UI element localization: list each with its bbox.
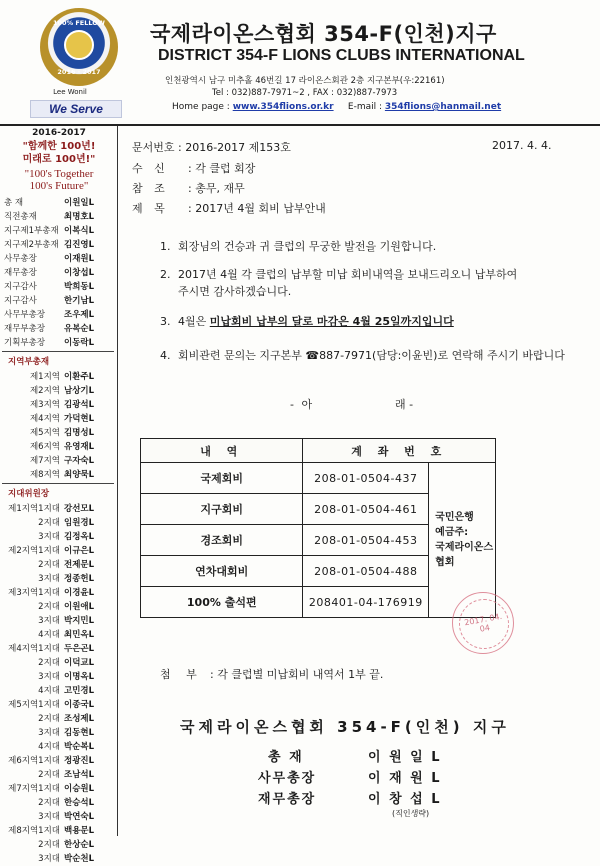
officer-name: 김동현L [64,728,95,738]
sidebar-officer-row [2,712,118,726]
below-marker-left: - 아 [290,398,315,411]
row-item: 연차대회비 [141,556,303,587]
subject-label: 제 목 [132,202,169,215]
officer-name: 박희동L [64,282,95,292]
officer-role: 제4지역 [29,414,60,424]
sidebar-section-heading: 지대위원장 [8,489,50,499]
officer-role: 제5지역1지대 [8,700,60,710]
table-header-row [141,439,496,463]
officer-name: 이경윤L [64,588,95,598]
sidebar-officer-row [2,280,118,294]
sidebar-officer-row [2,370,118,384]
email-label: E-mail : [347,102,383,112]
officer-role: 2지대 [38,560,60,570]
item-text: 회장님의 건승과 귀 클럽의 무궁한 발전을 기원합니다. [178,240,437,253]
officer-name: 유복순L [64,324,95,334]
title-english: DISTRICT 354-F LIONS CLUBS INTERNATIONAL [158,47,525,64]
slogan-korean [0,140,118,166]
sidebar-officer-row [2,412,118,426]
officer-name: 이덕교L [64,658,95,668]
signature-role: 총 재 [268,750,304,765]
officer-role: 제8지역 [29,470,60,480]
officer-role: 2지대 [38,602,60,612]
recipient [132,160,255,176]
officer-name: 이창섭L [64,268,95,278]
slogan-korean-line2: 미래로 100년!" [22,154,96,165]
signature-treasurer [258,788,442,807]
list-item [160,313,454,330]
sidebar-officer-row [2,196,118,210]
sidebar-officer-row [2,516,118,530]
lions-logo [40,8,118,86]
reference-label: 참 조 [132,182,169,195]
signature-role: 재무총장 [258,792,317,807]
officer-name: 이승원L [64,784,95,794]
account-table [140,438,496,618]
row-item: 국제회비 [141,463,303,494]
officer-role: 제8지역1지대 [8,826,60,836]
signature-secretary [258,767,442,786]
officer-role: 2지대 [38,714,60,724]
officer-name: 최민옥L [64,630,95,640]
officer-role: 지구제1부총재 [4,226,59,236]
item-number: 1. [160,240,171,253]
officer-role: 제6지역 [29,442,60,452]
row-item: 100% 출석편 [141,587,303,618]
officer-name: 임원경L [64,518,95,528]
officer-name: 조성제L [64,714,95,724]
sidebar-officer-row [2,502,118,516]
officer-role: 3지대 [38,728,60,738]
officer-sidebar [0,126,118,864]
doc-number [132,139,291,155]
officer-name: 이명옥L [64,672,95,682]
we-serve-banner: We Serve [30,100,122,118]
officer-role: 2지대 [38,840,60,850]
officer-role: 사무부총장 [4,310,46,320]
sidebar-officer-row [2,252,118,266]
sidebar-officer-row [2,726,118,740]
sidebar-officer-row [2,238,118,252]
officer-name: 이동락L [64,338,95,348]
sidebar-officer-row [2,810,118,824]
signature-name: 이 원 일 L [368,750,442,765]
officer-role: 3지대 [38,672,60,682]
officer-role: 제3지역 [29,400,60,410]
officer-role: 3지대 [38,854,60,864]
holder-name: 국제라이온스협회 [435,542,494,568]
subject [132,200,326,216]
item-number: 4. [160,349,171,362]
doc-number-label: 문서번호 [132,141,175,154]
officer-name: 김광석L [64,400,95,410]
attachment-value: : 각 클럽별 미납회비 내역서 1부 끝. [210,668,384,681]
sidebar-officer-row [2,614,118,628]
recipient-value: : 각 클럽 회장 [188,162,256,175]
sidebar-officer-row [2,384,118,398]
officer-role: 총 재 [4,198,24,208]
address: 인천광역시 남구 미추홀 46번길 17 라이온스회관 2층 지구본부(우:22161) [165,76,445,86]
slogan-korean-line1: "함께한 100년! [22,141,96,152]
seal-omitted-note: (직인생략) [392,809,430,818]
item-text: 2017년 4월 각 클럽의 납부할 미납 회비내역을 보내드리오니 납부하여 [178,268,518,281]
sidebar-officer-row [2,796,118,810]
homepage-label: Home page : [172,102,230,112]
officer-name: 박지민L [64,616,95,626]
item-text: 회비관련 문의는 지구본부 ☎887-7971(담당:이윤빈)로 연락해 주시기 바랍니다 [178,349,565,362]
signature-role: 사무총장 [258,771,317,786]
row-account: 208-01-0504-461 [303,494,429,525]
homepage-link[interactable]: www.354flions.or.kr [232,102,334,112]
officer-name: 가덕현L [64,414,95,424]
sidebar-officer-row [2,824,118,838]
sidebar-officer-row [2,266,118,280]
sidebar-divider [2,483,114,484]
holder-label: 예금주: [435,527,469,538]
row-account: 208-01-0504-437 [303,463,429,494]
officer-role: 지구감사 [4,296,37,306]
sidebar-officer-row [2,782,118,796]
officer-name: 유영재L [64,442,95,452]
sidebar-officer-row [2,768,118,782]
footer-title: 국제라이온스협회 354-F(인천) 지구 [180,718,510,736]
officer-name: 강선모L [64,504,95,514]
officer-name: 최양묵L [64,470,95,480]
sidebar-officer-row [2,558,118,572]
officer-name: 김정옥L [64,532,95,542]
subject-value: : 2017년 4월 회비 납부안내 [188,202,326,215]
row-account: 208401-04-176919 [303,587,429,618]
sidebar-officer-row [2,308,118,322]
reference-value: : 총무, 재무 [188,182,245,195]
item-number: 3. [160,315,171,328]
officer-role: 3지대 [38,532,60,542]
officer-name: 이종국L [64,700,95,710]
item-text: 4월은 [178,315,210,328]
officer-name: 남상기L [64,386,95,396]
sidebar-officer-row [2,628,118,642]
sidebar-officer-row [2,740,118,754]
officer-name: 이규은L [64,546,95,556]
officer-name: 김진영L [64,240,95,250]
sidebar-officer-row [2,838,118,852]
officer-name: 김명성L [64,428,95,438]
officer-name: 이환주L [64,372,95,382]
officer-role: 재무총장 [4,268,37,278]
officer-role: 제1지역1지대 [8,504,60,514]
officer-name: 이원애L [64,602,95,612]
sidebar-officer-row [2,852,118,866]
officer-role: 사무총장 [4,254,37,264]
slogan-english [0,168,118,192]
slogan-english-line1: "100's Together [24,168,94,180]
officer-role: 제4지역1지대 [8,644,60,654]
officer-role: 재무부총장 [4,324,46,334]
logo-name: Lee Wonil [53,88,87,96]
officer-role: 4지대 [38,630,60,640]
officer-name: 이복식L [64,226,95,236]
officer-role: 3지대 [38,574,60,584]
title-korean: 국제라이온스협회 354-F(인천)지구 [150,22,497,46]
officer-name: 한승석L [64,798,95,808]
sidebar-officer-row [2,440,118,454]
contact-line [172,102,501,112]
item-text-continued: 주시면 감사하겠습니다. [178,285,292,298]
logo-ring-top: 100% FELLOW [53,19,105,27]
sidebar-officer-row [2,684,118,698]
sidebar-officer-row [2,294,118,308]
sidebar-officer-row [2,454,118,468]
officer-role: 제2지역 [29,386,60,396]
row-item: 경조회비 [141,525,303,556]
sidebar-officer-row [2,670,118,684]
received-stamp [452,592,514,654]
email-link[interactable]: 354flions@hanmail.net [384,102,502,112]
officer-name: 박순천L [64,854,95,864]
officer-name: 이재원L [64,254,95,264]
officer-role: 지구제2부총재 [4,240,59,250]
officer-name: 박연숙L [64,812,95,822]
officer-role: 2지대 [38,770,60,780]
officer-role: 3지대 [38,616,60,626]
officer-role: 2지대 [38,658,60,668]
officer-name: 백용문L [64,826,95,836]
officer-name: 한상순L [64,840,95,850]
signature-governor [268,746,442,765]
row-account: 208-01-0504-453 [303,525,429,556]
officer-name: 전제문L [64,560,95,570]
officer-role: 직전총재 [4,212,37,222]
officer-name: 조남석L [64,770,95,780]
sidebar-officer-row [2,468,118,482]
logo-ring-bottom: 2016 · 2017 [57,68,101,76]
signature-name: 이 재 원 L [368,771,442,786]
sidebar-officer-row [2,698,118,712]
sidebar-officer-row [2,530,118,544]
item-emphasis: 미납회비 납부의 달로 마감은 4월 25일까지입니다 [209,315,454,328]
lions-emblem-icon [64,30,94,60]
sidebar-officer-row [2,544,118,558]
sidebar-officer-row [2,336,118,350]
sidebar-officer-row [2,322,118,336]
recipient-label: 수 신 [132,162,169,175]
officer-role: 2지대 [38,518,60,528]
officer-role: 제6지역1지대 [8,756,60,766]
sidebar-officer-row [2,600,118,614]
sidebar-section-heading: 지역부총재 [8,357,50,367]
doc-number-value: : 2016-2017 제153호 [178,141,291,154]
officer-name: 두은곤L [64,644,95,654]
sidebar-officer-row [2,426,118,440]
sidebar-officer-row [2,642,118,656]
table-row [141,463,496,494]
officer-role: 제7지역 [29,456,60,466]
officer-name: 박순복L [64,742,95,752]
sidebar-officer-row [2,572,118,586]
sidebar-divider [2,351,114,352]
officer-name: 조우제L [64,310,95,320]
officer-name: 구자숙L [64,456,95,466]
attachment-line [160,666,383,682]
officer-name: 정종헌L [64,574,95,584]
header-item: 내 역 [141,439,303,463]
officer-role: 제1지역 [29,372,60,382]
sidebar-year: 2016-2017 [32,128,86,138]
header-account: 계 좌 번 호 [303,439,496,463]
row-account: 208-01-0504-488 [303,556,429,587]
signature-name: 이 창 섭 L [368,792,442,807]
officer-role: 지구감사 [4,282,37,292]
below-marker-right: 래 - [395,398,414,411]
sidebar-officer-row [2,656,118,670]
sidebar-officer-row [2,210,118,224]
officer-name: 고민경L [64,686,95,696]
phone-fax: Tel : 032)887-7971~2 , FAX : 032)887-7973 [212,88,398,98]
reference [132,180,245,196]
officer-role: 2지대 [38,798,60,808]
officer-role: 제5지역 [29,428,60,438]
officer-role: 제2지역1지대 [8,546,60,556]
officer-role: 기획부총장 [4,338,46,348]
sidebar-officer-row [2,398,118,412]
doc-date: 2017. 4. 4. [492,139,552,152]
officer-name: 한기남L [64,296,95,306]
officer-role: 제3지역1지대 [8,588,60,598]
slogan-english-line2: 100's Future" [29,180,89,192]
officer-name: 정광진L [64,756,95,766]
row-item: 지구회비 [141,494,303,525]
list-item [160,266,517,300]
officer-role: 4지대 [38,742,60,752]
list-item [160,347,565,364]
officer-role: 4지대 [38,686,60,696]
sidebar-officer-row [2,754,118,768]
list-item [160,238,436,255]
item-number: 2. [160,268,171,281]
stamp-date: 2017. 04. 04 [463,611,503,634]
sidebar-officer-row [2,224,118,238]
sidebar-officer-row [2,586,118,600]
attachment-label: 첨 부 [160,668,203,681]
officer-role: 3지대 [38,812,60,822]
officer-name: 최명호L [64,212,95,222]
officer-role: 제7지역1지대 [8,784,60,794]
bank-name: 국민은행 [435,512,474,523]
officer-name: 이원일L [64,198,95,208]
